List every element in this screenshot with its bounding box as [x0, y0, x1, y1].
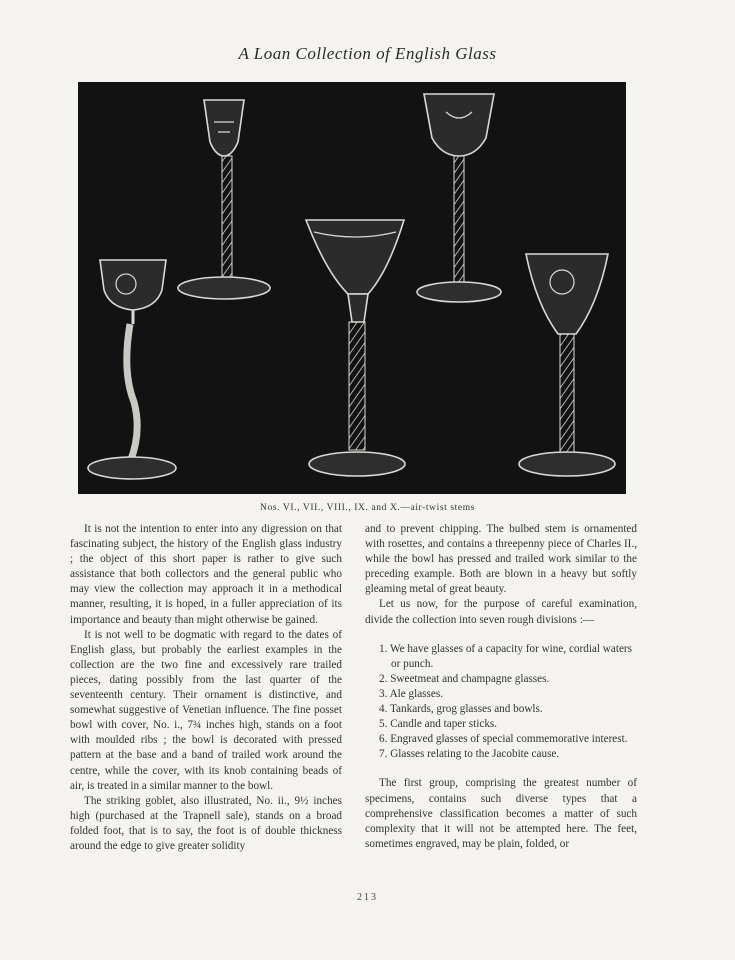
paragraph: The striking goblet, also illustrated, No. ii., 9½ inches high (purchased at the Trapnell sale), stands on a broad folded foot, that is to say, the foot is of double thickness around the edge to give greater solidity	[70, 794, 342, 852]
air-twist-glasses-photo	[78, 82, 626, 494]
list-item: 6. Engraved glasses of special commemorative interest.	[379, 733, 628, 746]
left-column	[70, 522, 342, 854]
paragraph: The first group, comprising the greatest number of specimens, contains such diverse types that a comprehensive classification becomes a matter of such complexity that it will not be attempted here. The feet, sometimes engraved, may be plain, folded, or	[365, 777, 637, 850]
list-item: 2. Sweetmeat and champagne glasses.	[379, 672, 550, 685]
page-title: A Loan Collection of English Glass	[238, 44, 497, 63]
figure-caption: Nos. VI., VII., VIII., IX. and X.—air-twist stems	[260, 503, 475, 513]
photo-plate	[78, 82, 626, 494]
paragraph-intro: Let us now, for the purpose of careful examination, divide the collection into seven rough divisions :—	[365, 598, 637, 626]
page-number: 213	[357, 892, 378, 903]
list-item: 1. We have glasses of a capacity for wine, cordial waters or punch.	[379, 642, 632, 670]
paragraph-continued: and to prevent chipping. The bulbed stem is ornamented with rosettes, and contains a threepenny piece of Charles II., while the bowl has pressed and trailed work similar to the preceding example. Both are blown in a heavy but softly gleaming metal of great beauty.	[365, 523, 637, 596]
list-item: 5. Candle and taper sticks.	[379, 718, 498, 731]
paragraph: It is not well to be dogmatic with regard to the dates of English glass, but probably the earliest examples in the collection are the two fine and excessively rare trailed pieces, dating possibly from the last quarter of the seventeenth century. Their ornament is distinctive, and somewhat suggestive of Venetian influence. The fine posset bowl with cover, No. i., 7¾ inches high, stands on a foot with moulded ribs ; the bowl is decorated with pressed pattern at the base and a band of trailed work around the centre, while the cover, with its knob containing beads of air, is treated in a similar manner to the bowl.	[70, 628, 342, 792]
divisions-list	[365, 642, 637, 763]
paragraph: It is not the intention to enter into any digression on that fascinating subject, the history of the English glass industry ; the object of this short paper is rather to give such assistance that both collectors and the general public who may view the collection may approach it in a methodical manner, resulting, it is hoped, in a fuller appreciation of its importance and beauty than might otherwise be gained.	[70, 523, 342, 626]
list-item: 4. Tankards, grog glasses and bowls.	[379, 703, 543, 716]
right-column	[365, 522, 637, 852]
list-item: 7. Glasses relating to the Jacobite cause.	[379, 748, 560, 761]
list-item: 3. Ale glasses.	[379, 687, 444, 700]
